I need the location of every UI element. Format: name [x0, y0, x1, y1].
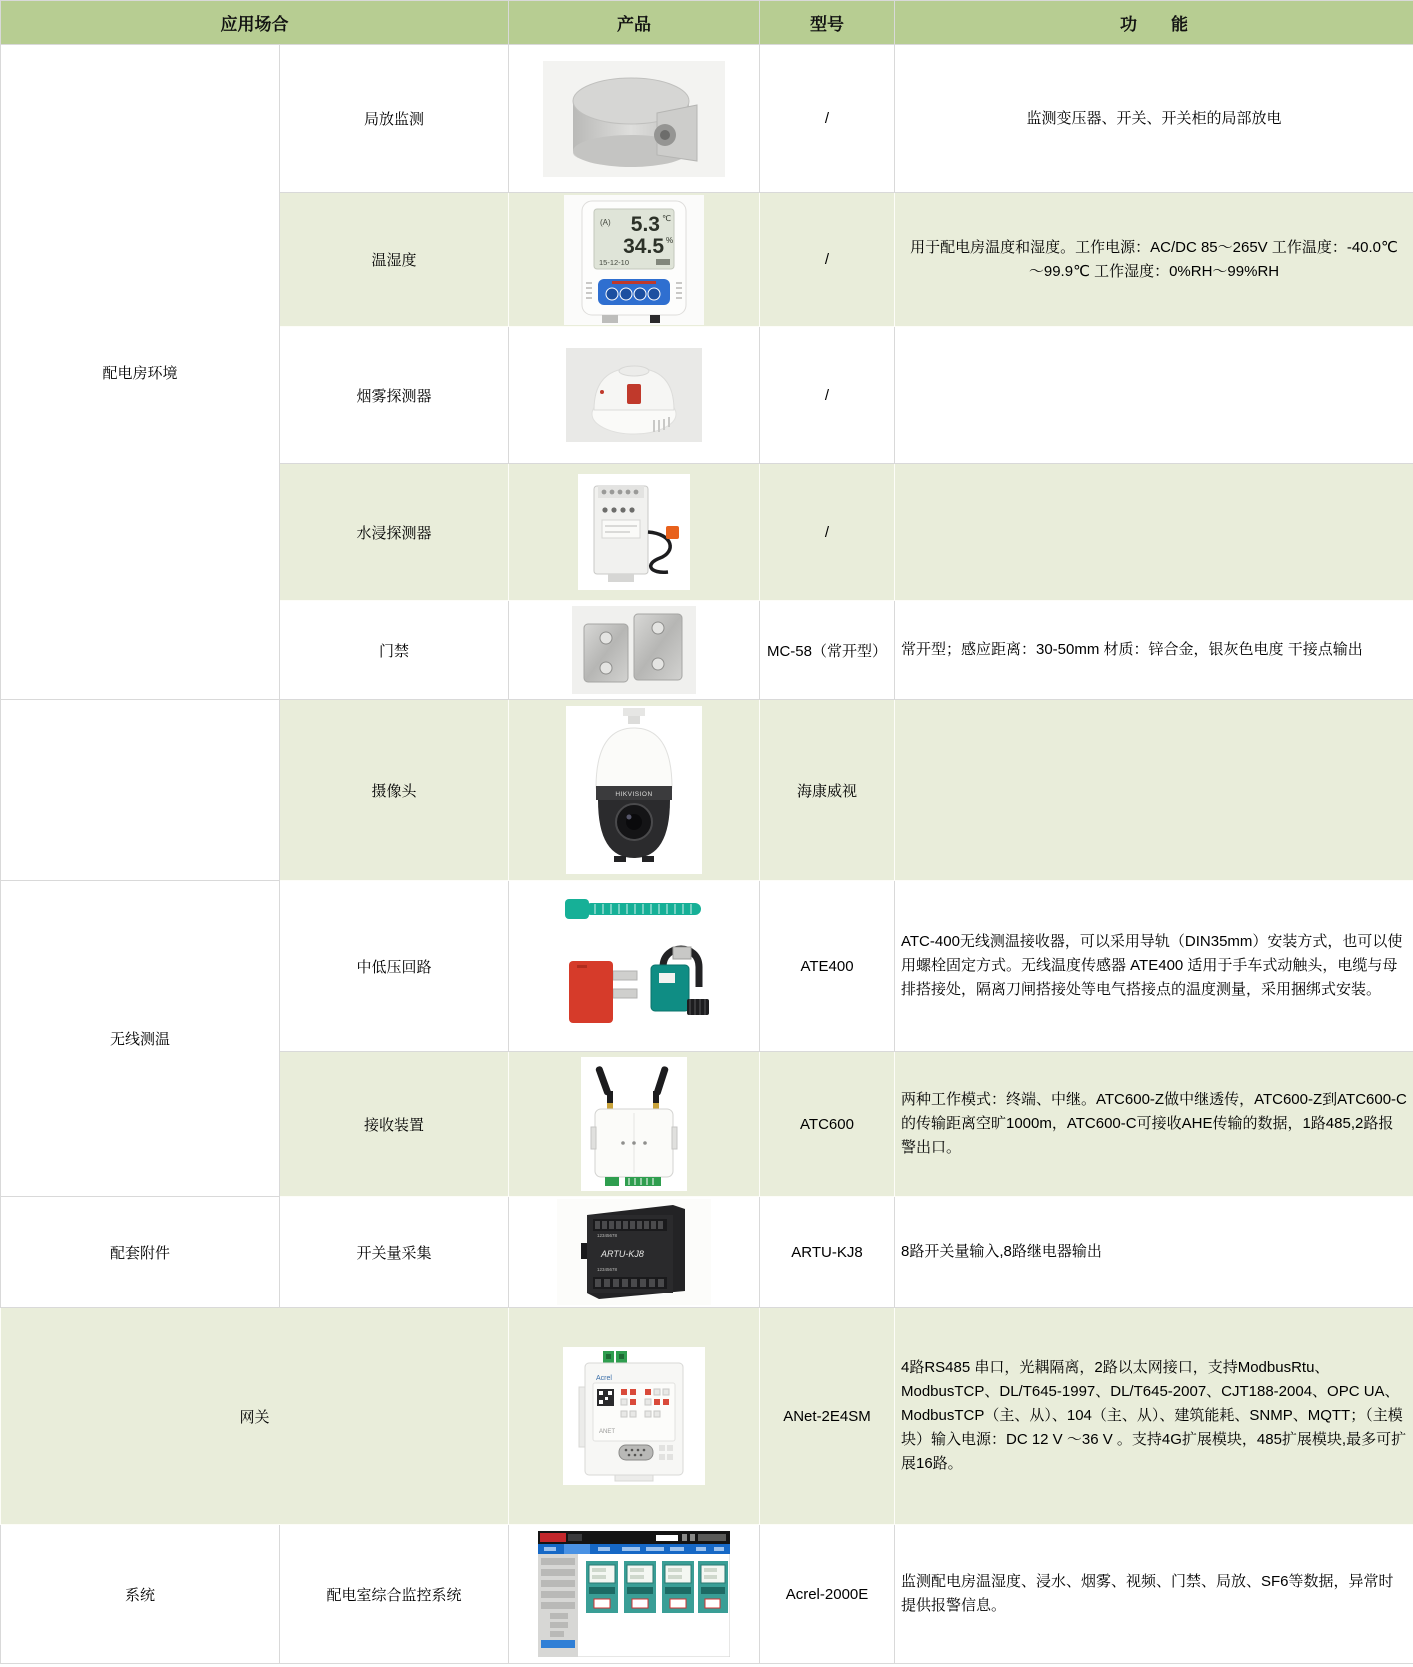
partial-discharge-sensor-image: [543, 61, 725, 177]
terminal-block-icon: [605, 1177, 619, 1186]
model-value: ANet-2E4SM: [760, 1308, 895, 1525]
gateway-device-image: [563, 1347, 705, 1485]
function-text: 4路RS485 串口，光耦隔离，2路以太网接口，支持ModbusRtu、ModbusTCP、DL/T645-1997、DL/T645-2007、CJT188-2004、OPC UA、ModbusTCP（主、从）、104（主、从）、建筑能耗、SNMP、MQTT；（主模块）输入电源：DC 12 V ～36 V 。支持4G扩展模块，485扩展模块,最多可扩展16路。: [895, 1308, 1413, 1525]
gateway-panel-label: ANET: [599, 1429, 616, 1435]
function-text: 8路开关量输入,8路继电器输出: [895, 1197, 1413, 1308]
product-image-cell: [509, 1052, 760, 1197]
model-value: 海康威视: [760, 700, 895, 881]
model-value: ARTU-KJ8: [760, 1197, 895, 1308]
app-sidebar-active-item: [541, 1640, 575, 1648]
busbar-sensor-icon: [569, 961, 613, 1023]
db9-port-icon: [619, 1445, 653, 1460]
model-value: /: [760, 327, 895, 464]
header-row: [1, 1, 1413, 45]
wireless-temp-sensors-image: [551, 891, 717, 1041]
product-image-cell: [509, 464, 760, 601]
lcd-temp: 5.3: [630, 212, 660, 236]
header-model: 型号: [760, 1, 895, 45]
product-image-cell: [509, 1525, 760, 1664]
group-empty-cell: [1, 700, 280, 881]
header-function: 功 能: [895, 1, 1413, 45]
product-image-cell: [509, 193, 760, 327]
product-image-cell: [509, 601, 760, 700]
function-text: 监测配电房温湿度、浸水、烟雾、视频、门禁、局放、SF6等数据，异常时提供报警信息。: [895, 1525, 1413, 1664]
product-name: 水浸探测器: [280, 464, 509, 601]
header-application: 应用场合: [1, 1, 509, 45]
svg-text:12345678: 12345678: [597, 1233, 618, 1238]
product-name: 温湿度: [280, 193, 509, 327]
temp-humidity-sensor-image: [564, 195, 704, 325]
group-gateway: 网关: [1, 1308, 509, 1525]
row-gateway: [1, 1308, 1413, 1525]
function-text: [895, 327, 1413, 464]
camera-brand-label: HIKVISION: [615, 791, 653, 798]
product-image-cell: [509, 700, 760, 881]
model-value: MC-58（常开型）: [760, 601, 895, 700]
group-wireless-temp: 无线测温: [1, 881, 280, 1197]
product-name: 中低压回路: [280, 881, 509, 1052]
function-text: [895, 700, 1413, 881]
product-image-cell: [509, 45, 760, 193]
function-text: 用于配电房温度和湿度。工作电源：AC/DC 85～265V 工作温度：-40.0℃～99.9℃ 工作湿度：0%RH～99%RH: [895, 193, 1413, 327]
product-name: 配电室综合监控系统: [280, 1525, 509, 1664]
function-text: 监测变压器、开关、开关柜的局部放电: [895, 45, 1413, 193]
model-value: ATC600: [760, 1052, 895, 1197]
svg-text:12345678: 12345678: [597, 1267, 618, 1272]
product-name: 门禁: [280, 601, 509, 700]
receiver-unit-image: [581, 1057, 687, 1191]
product-name: 烟雾探测器: [280, 327, 509, 464]
gateway-brand-label: Acrel: [596, 1375, 612, 1382]
product-image-cell: [509, 881, 760, 1052]
row-partial-discharge: [1, 45, 1413, 193]
smoke-detector-image: [566, 348, 702, 442]
lcd-temp-unit: ℃: [662, 213, 671, 223]
ptz-camera-image: [566, 706, 702, 874]
product-image-cell: [509, 1308, 760, 1525]
product-name: 接收装置: [280, 1052, 509, 1197]
group-power-room-env: 配电房环境: [1, 45, 280, 700]
lcd-date: 15-12-10: [599, 257, 630, 267]
row-mv-lv-circuit: [1, 881, 1413, 1052]
function-text: 两种工作模式：终端、中继。ATC600-Z做中继透传，ATC600-Z到ATC600-C的传输距离空旷1000m，ATC600-C可接收AHE传输的数据，1路485,2路报警出口。: [895, 1052, 1413, 1197]
io-module-label: ARTU-KJ8: [601, 1249, 644, 1259]
product-image-cell: [509, 327, 760, 464]
header-product: 产品: [509, 1, 760, 45]
function-text: [895, 464, 1413, 601]
model-value: /: [760, 45, 895, 193]
group-accessories: 配套附件: [1, 1197, 280, 1308]
model-value: /: [760, 193, 895, 327]
lcd-humidity: 34.5: [623, 234, 664, 258]
row-di-collection: [1, 1197, 1413, 1308]
monitoring-system-screenshot: [538, 1531, 730, 1657]
row-camera: [1, 700, 1413, 881]
door-contact-image: [572, 606, 696, 694]
function-text: ATC-400无线测温接收器，可以采用导轨（DIN35mm）安装方式，也可以使用螺栓固定方式。无线温度传感器 ATE400 适用于手车式动触头，电缆与母排搭接处，隔离刀闸搭接处等电气搭接点的温度测量，采用捆绑式安装。: [895, 881, 1413, 1052]
model-value: ATE400: [760, 881, 895, 1052]
row-system: [1, 1525, 1413, 1664]
strap-sensor-icon: [651, 965, 689, 1011]
lcd-mode: (A): [600, 217, 611, 227]
lcd-humidity-unit: %: [666, 235, 674, 245]
model-value: /: [760, 464, 895, 601]
product-name: 局放监测: [280, 45, 509, 193]
product-name: 开关量采集: [280, 1197, 509, 1308]
test-button-icon: [627, 384, 641, 404]
function-text: 常开型；感应距离：30-50mm 材质：锌合金，银灰色电度 干接点输出: [895, 601, 1413, 700]
group-system: 系统: [1, 1525, 280, 1664]
probe-connector-icon: [666, 526, 679, 539]
model-value: Acrel-2000E: [760, 1525, 895, 1664]
io-module-image: [557, 1199, 711, 1305]
product-name: 摄像头: [280, 700, 509, 881]
product-image-cell: [509, 1197, 760, 1308]
water-leak-detector-image: [578, 474, 690, 590]
